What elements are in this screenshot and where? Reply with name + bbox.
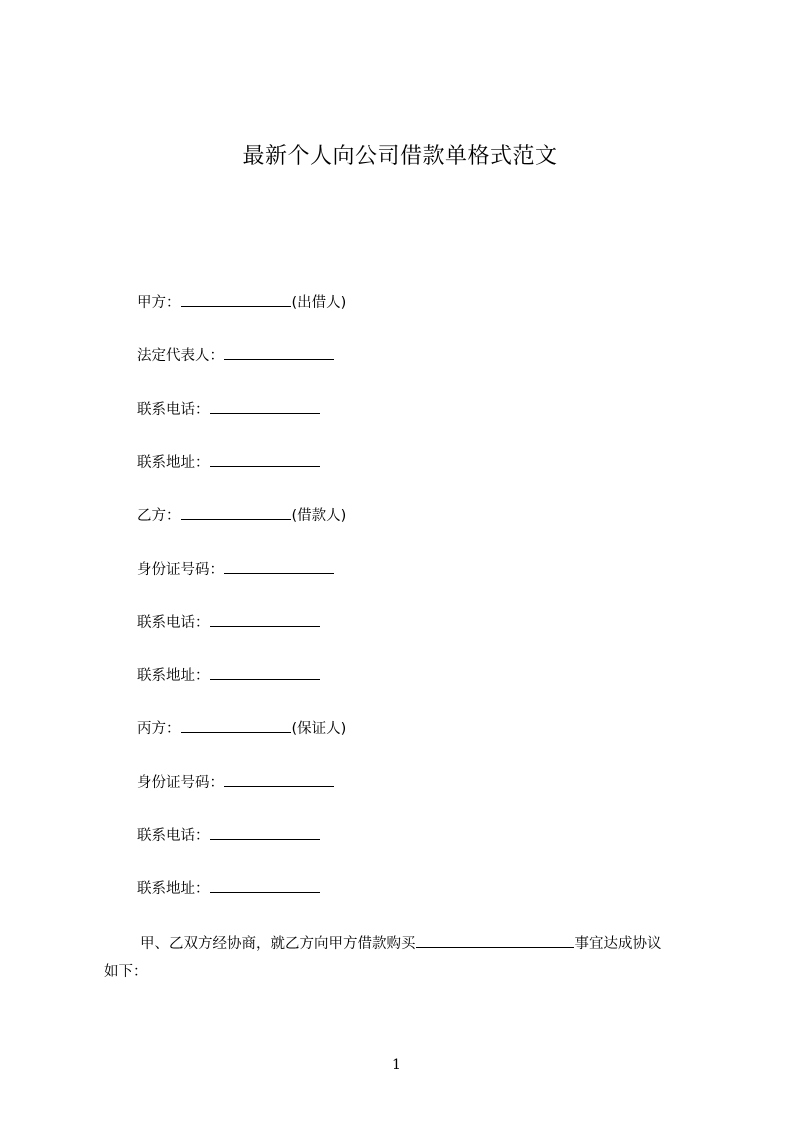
- field-party-b-phone: [137, 612, 321, 633]
- fill-in-blank: [210, 452, 320, 467]
- field-party-c-address: [137, 878, 321, 899]
- fill-in-blank: [210, 399, 320, 414]
- field-label: 联系地址：: [137, 881, 210, 897]
- field-suffix: (借款人): [291, 508, 347, 524]
- field-label: 联系地址：: [137, 455, 210, 471]
- paragraph-second-line: 如下：: [104, 964, 148, 980]
- field-suffix: (出借人): [291, 295, 347, 311]
- field-party-a-address: [137, 452, 321, 473]
- fill-in-blank: [210, 878, 320, 893]
- fill-in-blank: [210, 665, 320, 680]
- field-party-a: [137, 292, 346, 313]
- fill-in-blank: [416, 933, 574, 948]
- field-party-a-phone: [137, 399, 321, 420]
- field-label: 甲方：: [137, 295, 181, 311]
- field-label: 联系电话：: [137, 615, 210, 631]
- agreement-paragraph: [104, 930, 704, 986]
- field-label: 联系地址：: [137, 668, 210, 684]
- field-party-c-id-number: [137, 772, 335, 793]
- field-label: 身份证号码：: [137, 562, 224, 578]
- paragraph-first-line: [104, 930, 704, 958]
- field-party-c: [137, 718, 346, 739]
- fill-in-blank: [224, 345, 334, 360]
- document-title: 最新个人向公司借款单格式范文: [242, 144, 558, 169]
- paragraph-text: 甲、乙双方经协商，就乙方向甲方借款购买: [140, 936, 416, 952]
- page-number: 1: [392, 1057, 401, 1073]
- field-party-c-phone: [137, 825, 321, 846]
- field-label: 法定代表人：: [137, 348, 224, 364]
- paragraph-text: 事宜达成协议: [574, 936, 662, 952]
- fill-in-blank: [210, 825, 320, 840]
- field-label: 乙方：: [137, 508, 181, 524]
- field-party-b-address: [137, 665, 321, 686]
- field-label: 丙方：: [137, 721, 181, 737]
- field-label: 联系电话：: [137, 828, 210, 844]
- fill-in-blank: [181, 505, 291, 520]
- fill-in-blank: [224, 559, 334, 574]
- field-legal-representative: [137, 345, 335, 366]
- field-suffix: (保证人): [291, 721, 347, 737]
- fill-in-blank: [181, 292, 291, 307]
- fill-in-blank: [181, 718, 291, 733]
- field-party-b: [137, 505, 346, 526]
- fill-in-blank: [224, 772, 334, 787]
- field-party-b-id-number: [137, 559, 335, 580]
- field-label: 联系电话：: [137, 402, 210, 418]
- field-label: 身份证号码：: [137, 775, 224, 791]
- fill-in-blank: [210, 612, 320, 627]
